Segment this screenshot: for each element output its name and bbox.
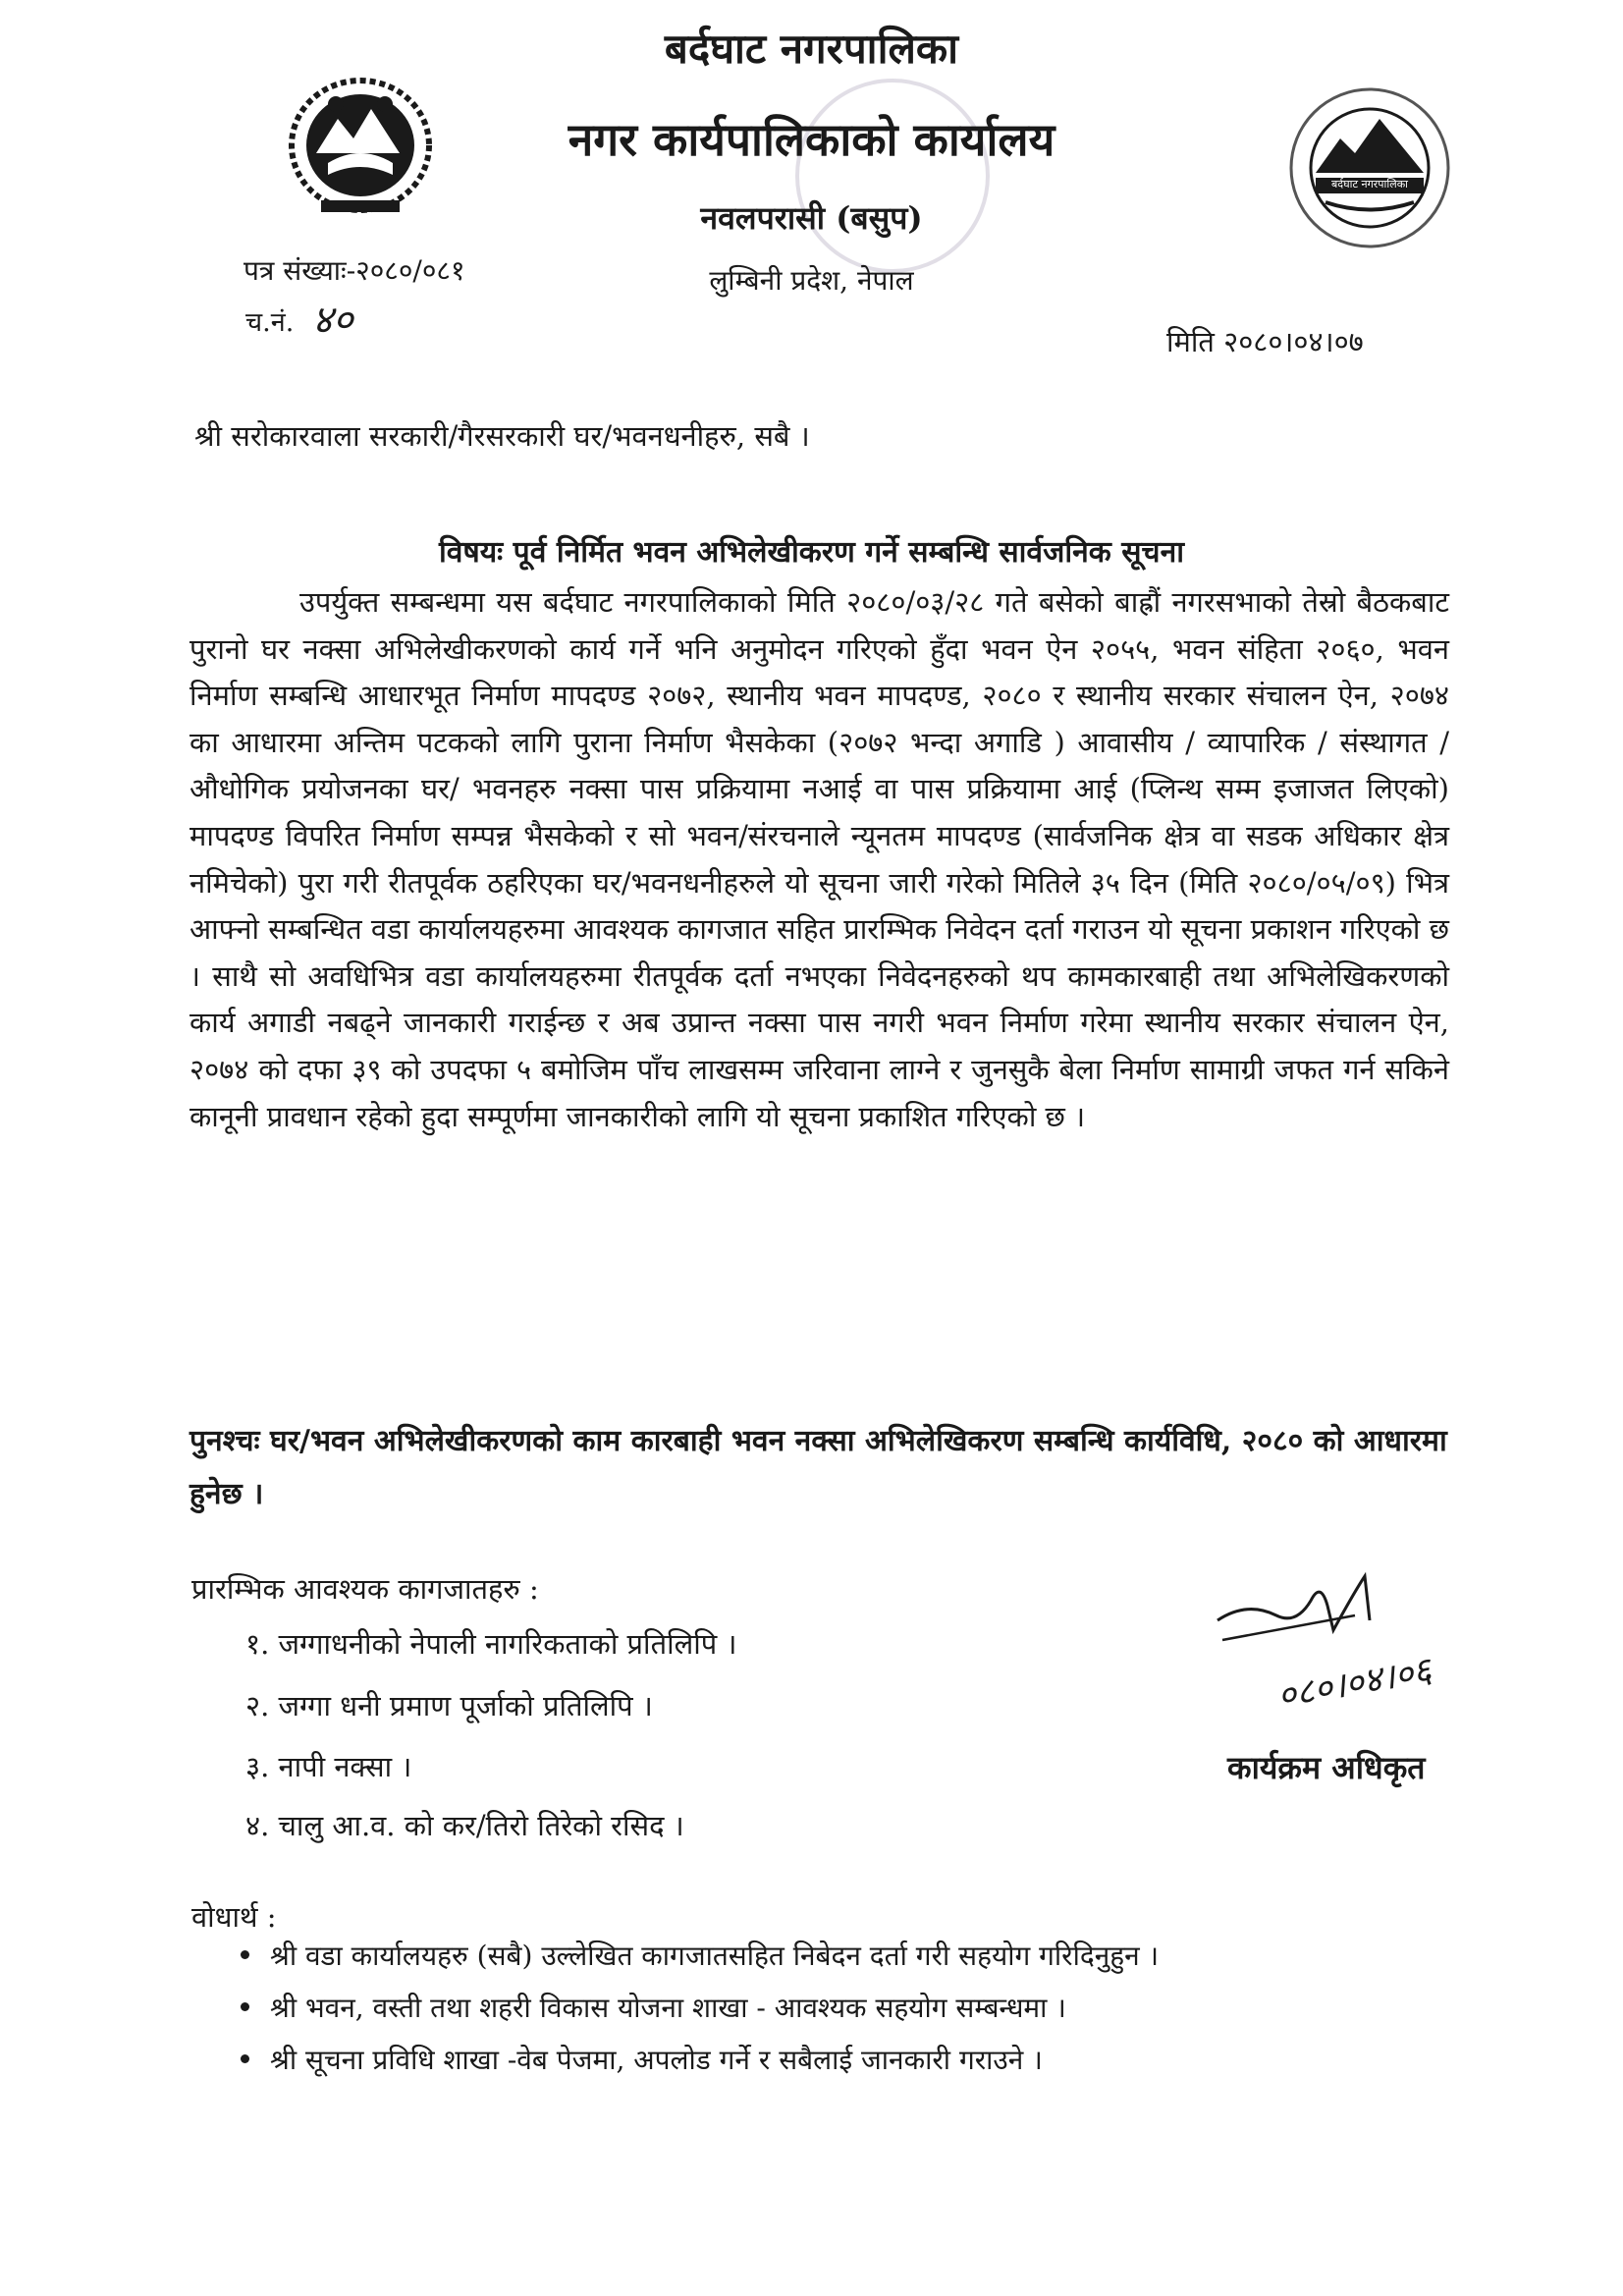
requirements-title: प्रारम्भिक आवश्यक कागजातहरु : <box>191 1572 539 1606</box>
requirement-item: २. जग्गा धनी प्रमाण पूर्जाको प्रतिलिपि । <box>245 1689 653 1722</box>
dispatch-label: च.नं. <box>245 307 295 338</box>
cc-item: श्री सूचना प्रविधि शाखा -वेब पेजमा, अपलोड गर्ने र सबैलाई जानकारी गराउने । <box>241 2041 1159 2093</box>
bullet-icon <box>241 2002 249 2011</box>
cc-item: श्री वडा कार्यालयहरु (सबै) उल्लेखित कागजातसहित निबेदन दर्ता गरी सहयोग गरिदिनुहुन । <box>241 1937 1159 1989</box>
cc-list <box>241 1937 1159 2093</box>
bullet-icon <box>241 2054 249 2063</box>
cc-title: वोधार्थ : <box>191 1900 277 1934</box>
subject-line: विषयः पूर्व निर्मित भवन अभिलेखीकरण गर्ने सम्बन्धि सार्वजनिक सूचना <box>438 535 1185 570</box>
cc-item: श्री भवन, वस्ती तथा शहरी विकास योजना शाखा - आवश्यक सहयोग सम्बन्धमा । <box>241 1989 1159 2041</box>
letter-date: मिति २०८०।०४।०७ <box>1166 325 1364 358</box>
signatory-designation: कार्यक्रम अधिकृत <box>1227 1749 1426 1786</box>
postscript: पुनश्चः घर/भवन अभिलेखीकरणको काम कारबाही भवन नक्सा अभिलेखिकरण सम्बन्धि कार्यविधि, २०८० को आधारमा हुनेछ । <box>189 1424 1447 1511</box>
dispatch-number: ४० <box>312 298 353 343</box>
requirement-item: ४. चालु आ.व. को कर/तिरो तिरेको रसिद । <box>245 1809 684 1842</box>
requirement-item: १. जग्गाधनीको नेपाली नागरिकताको प्रतिलिपि । <box>245 1627 737 1661</box>
logo-label: बर्दघाट नगरपालिका <box>1330 178 1408 191</box>
municipality-name: बर्दघाट नगरपालिका <box>664 25 959 73</box>
office-name: नगर कार्यपालिकाको कार्यालय <box>568 113 1055 166</box>
letter-number: पत्र संख्याः-२०८०/०८१ <box>243 254 465 287</box>
notice-body-text: उपर्युक्त सम्बन्धमा यस बर्दघाट नगरपालिकाको मिति २०८०/०३/२८ गते बसेको बाह्रौं नगरसभाको तेस्रो बैठकबाट पुरानो घर नक्सा अभिलेखीकरणको कार्य गर्ने भनि अनुमोदन गरिएको हुँदा भवन ऐन २०५५, भवन संहिता २०६०, भवन निर्माण सम्बन्धि आधारभूत निर्माण मापदण्ड २०७२, स्थानीय भवन मापदण्ड, २०८० र स्थानीय सरकार संचालन ऐन, २०७४ का आधारमा अन्तिम पटकको लागि पुराना निर्माण भैसकेका (२०७२ भन्दा अगाडि ) आवासीय / व्यापारिक / संस्थागत / औधोगिक प्रयोजनका घर/ भवनहरु नक्सा पास प्रक्रियामा नआई वा पास प्रक्रियामा आई (प्लिन्थ सम्म इजाजत लिएको) मापदण्ड विपरित निर्माण सम्पन्न भैसकेको र सो भवन/संरचनाले न्यूनतम मापदण्ड (सार्वजनिक क्षेत्र वा सडक अधिकार क्षेत्र नमिचेको) पुरा गरी रीतपूर्वक ठहरिएका घर/भवनधनीहरुले यो सूचना जारी गरेको मितिले ३५ दिन (मिति २०८०/०५/०९) भित्र आफ्नो सम्बन्धित वडा कार्यालयहरुमा आवश्यक कागजात सहित प्रारम्भिक निवेदन दर्ता गराउन यो सूचना प्रकाशन गरिएको छ । साथै सो अवधिभित्र वडा कार्यालयहरुमा रीतपूर्वक दर्ता नभएका निवेदनहरुको थप कामकारबाही तथा अभिलेखिकरणको कार्य अगाडी नबढ्ने जानकारी गराईन्छ र अब उप्रान्त नक्सा पास नगरी भवन निर्माण गरेमा स्थानीय सरकार संचालन ऐन, २०७४ को दफा ३९ को उपदफा ५ बमोजिम पाँच लाखसम्म जरिवाना लाग्ने र जुनसुकै बेला निर्माण सामाग्री जफत गर्न सकिने कानूनी प्रावधान रहेको हुदा सम्पूर्णमा जानकारीको लागि यो सूचना प्रकाशित गरिएको छ । <box>189 585 1449 1133</box>
province-name: लुम्बिनी प्रदेश, नेपाल <box>709 264 914 297</box>
signature-date: ०८०।०४।०६ <box>1273 1650 1435 1718</box>
addressee: श्री सरोकारवाला सरकारी/गैरसरकारी घर/भवनधनीहरु, सबै । <box>194 419 810 453</box>
bullet-icon <box>241 1950 249 1959</box>
requirement-item: ३. नापी नक्सा । <box>245 1750 412 1783</box>
notice-body <box>189 579 1449 1140</box>
district-name: नवलपरासी (बसुप) <box>700 199 923 237</box>
